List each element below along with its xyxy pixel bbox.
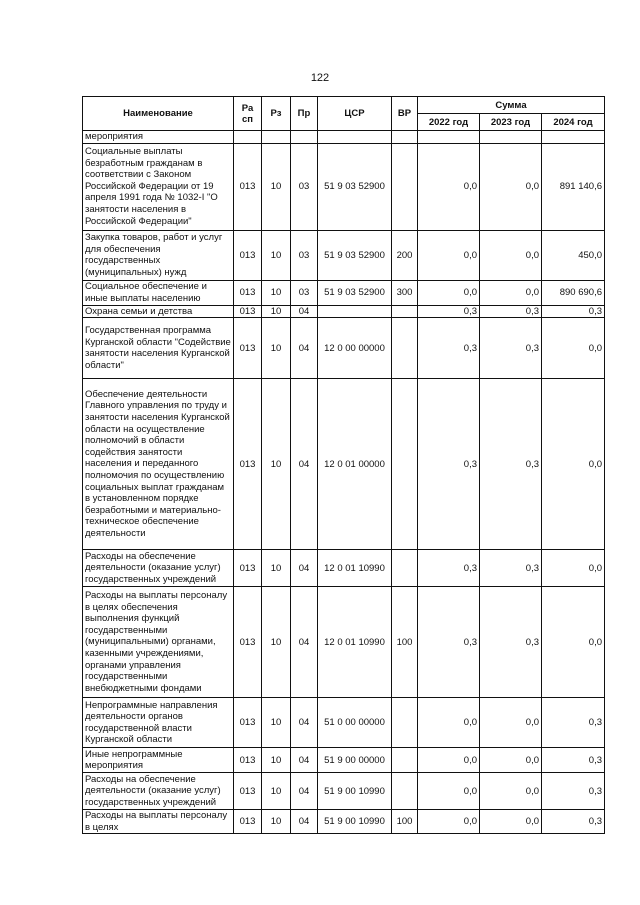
cell-y2023: 0,0 <box>480 810 542 834</box>
header-year-2022: 2022 год <box>418 114 480 131</box>
cell-y2023: 0,3 <box>480 318 542 379</box>
cell-vr <box>392 550 418 587</box>
cell-vr <box>392 318 418 379</box>
cell-rz: 10 <box>262 305 291 318</box>
cell-pr <box>291 131 318 144</box>
header-year-2024: 2024 год <box>542 114 605 131</box>
cell-vr: 100 <box>392 810 418 834</box>
cell-csr: 51 0 00 00000 <box>318 698 392 748</box>
cell-y2022: 0,3 <box>418 587 480 698</box>
cell-vr <box>392 131 418 144</box>
cell-csr: 12 0 01 10990 <box>318 550 392 587</box>
cell-vr <box>392 305 418 318</box>
cell-pr: 03 <box>291 230 318 280</box>
cell-rasp: 013 <box>234 143 262 230</box>
cell-y2023: 0,0 <box>480 143 542 230</box>
cell-y2022: 0,3 <box>418 379 480 550</box>
cell-rasp: 013 <box>234 748 262 773</box>
cell-csr: 12 0 01 10990 <box>318 587 392 698</box>
cell-name: Охрана семьи и детства <box>83 305 234 318</box>
header-csr: ЦСР <box>318 97 392 131</box>
cell-y2024 <box>542 131 605 144</box>
table-header <box>83 97 605 131</box>
cell-rasp: 013 <box>234 698 262 748</box>
cell-y2022: 0,0 <box>418 773 480 810</box>
header-rz: Рз <box>262 97 291 131</box>
cell-pr: 03 <box>291 143 318 230</box>
cell-y2024: 0,0 <box>542 550 605 587</box>
cell-name: Социальное обеспечение и иные выплаты населению <box>83 280 234 305</box>
cell-y2024: 890 690,6 <box>542 280 605 305</box>
cell-csr: 51 9 03 52900 <box>318 143 392 230</box>
cell-y2024: 0,3 <box>542 748 605 773</box>
cell-name: Иные непрограммные мероприятия <box>83 748 234 773</box>
cell-y2024: 0,0 <box>542 379 605 550</box>
cell-y2022: 0,0 <box>418 230 480 280</box>
cell-y2024: 0,3 <box>542 810 605 834</box>
cell-y2024: 0,0 <box>542 318 605 379</box>
cell-rz: 10 <box>262 550 291 587</box>
cell-pr: 04 <box>291 318 318 379</box>
cell-rasp: 013 <box>234 305 262 318</box>
cell-vr: 300 <box>392 280 418 305</box>
table-row <box>83 230 605 280</box>
cell-rz: 10 <box>262 773 291 810</box>
cell-y2024: 0,3 <box>542 305 605 318</box>
cell-csr: 51 9 03 52900 <box>318 280 392 305</box>
cell-rasp: 013 <box>234 550 262 587</box>
cell-name: Расходы на выплаты персоналу в целях обеспечения выполнения функций государственными (муниципальными) органами, казенными учреждениями, органами управления государственными внебюджетными фондами <box>83 587 234 698</box>
cell-vr <box>392 143 418 230</box>
cell-y2024: 891 140,6 <box>542 143 605 230</box>
cell-pr: 04 <box>291 748 318 773</box>
cell-rasp: 013 <box>234 379 262 550</box>
cell-y2022 <box>418 131 480 144</box>
cell-rz: 10 <box>262 280 291 305</box>
cell-y2024: 450,0 <box>542 230 605 280</box>
cell-rz <box>262 131 291 144</box>
cell-y2022: 0,0 <box>418 698 480 748</box>
cell-csr: 51 9 00 10990 <box>318 810 392 834</box>
cell-rz: 10 <box>262 379 291 550</box>
table-row <box>83 698 605 748</box>
table-body <box>83 131 605 834</box>
header-rasp <box>234 97 262 131</box>
cell-csr: 51 9 00 00000 <box>318 748 392 773</box>
cell-y2022: 0,3 <box>418 305 480 318</box>
table-row <box>83 131 605 144</box>
cell-name: Непрограммные направления деятельности органов государственной власти Курганской области <box>83 698 234 748</box>
cell-pr: 04 <box>291 773 318 810</box>
table-row <box>83 773 605 810</box>
cell-y2022: 0,0 <box>418 143 480 230</box>
cell-rz: 10 <box>262 587 291 698</box>
cell-y2022: 0,0 <box>418 280 480 305</box>
cell-rz: 10 <box>262 143 291 230</box>
cell-y2023: 0,0 <box>480 230 542 280</box>
budget-table <box>82 96 605 834</box>
cell-y2022: 0,3 <box>418 550 480 587</box>
cell-vr <box>392 748 418 773</box>
cell-y2023: 0,3 <box>480 305 542 318</box>
cell-name: Расходы на выплаты персоналу в целях <box>83 810 234 834</box>
cell-rasp: 013 <box>234 587 262 698</box>
header-sum: Сумма <box>418 97 605 114</box>
cell-rasp: 013 <box>234 773 262 810</box>
table-row <box>83 379 605 550</box>
cell-pr: 04 <box>291 305 318 318</box>
cell-csr: 51 9 00 10990 <box>318 773 392 810</box>
header-rasp-line2: сп <box>241 113 254 125</box>
header-rasp-line1: Ра <box>241 102 254 114</box>
cell-y2023: 0,0 <box>480 773 542 810</box>
cell-name: Закупка товаров, работ и услуг для обеспечения государственных (муниципальных) нужд <box>83 230 234 280</box>
cell-csr: 51 9 03 52900 <box>318 230 392 280</box>
header-year-2023: 2023 год <box>480 114 542 131</box>
cell-rz: 10 <box>262 748 291 773</box>
cell-rasp: 013 <box>234 810 262 834</box>
header-pr: Пр <box>291 97 318 131</box>
cell-csr <box>318 131 392 144</box>
cell-y2023: 0,0 <box>480 748 542 773</box>
cell-name: Расходы на обеспечение деятельности (оказание услуг) государственных учреждений <box>83 550 234 587</box>
cell-name: Расходы на обеспечение деятельности (оказание услуг) государственных учреждений <box>83 773 234 810</box>
cell-name: Социальные выплаты безработным гражданам в соответствии с Законом Российской Федерации от 19 апреля 1991 года № 1032-I "О занятости населения в Российской Федерации" <box>83 143 234 230</box>
page-number: 122 <box>310 72 330 84</box>
cell-pr: 04 <box>291 379 318 550</box>
cell-rz: 10 <box>262 698 291 748</box>
table-row <box>83 318 605 379</box>
table-row <box>83 587 605 698</box>
cell-pr: 03 <box>291 280 318 305</box>
header-vr: ВР <box>392 97 418 131</box>
cell-vr <box>392 773 418 810</box>
cell-y2022: 0,0 <box>418 748 480 773</box>
cell-pr: 04 <box>291 698 318 748</box>
cell-rasp: 013 <box>234 318 262 379</box>
cell-rasp: 013 <box>234 280 262 305</box>
cell-pr: 04 <box>291 810 318 834</box>
cell-y2023: 0,3 <box>480 379 542 550</box>
header-name: Наименование <box>83 97 234 131</box>
cell-y2023 <box>480 131 542 144</box>
cell-pr: 04 <box>291 550 318 587</box>
cell-rz: 10 <box>262 318 291 379</box>
cell-csr: 12 0 00 00000 <box>318 318 392 379</box>
cell-rz: 10 <box>262 810 291 834</box>
cell-pr: 04 <box>291 587 318 698</box>
cell-name: Государственная программа Курганской области "Содействие занятости населения Курганской области" <box>83 318 234 379</box>
cell-y2023: 0,0 <box>480 280 542 305</box>
cell-y2024: 0,3 <box>542 698 605 748</box>
cell-y2022: 0,3 <box>418 318 480 379</box>
table-row <box>83 550 605 587</box>
cell-rasp: 013 <box>234 230 262 280</box>
table-row <box>83 810 605 834</box>
cell-vr <box>392 698 418 748</box>
cell-vr: 200 <box>392 230 418 280</box>
table-row <box>83 143 605 230</box>
cell-y2024: 0,3 <box>542 773 605 810</box>
table-row <box>83 748 605 773</box>
cell-y2022: 0,0 <box>418 810 480 834</box>
cell-rasp <box>234 131 262 144</box>
table-row <box>83 280 605 305</box>
cell-csr <box>318 305 392 318</box>
cell-name: мероприятия <box>83 131 234 144</box>
cell-y2023: 0,3 <box>480 550 542 587</box>
cell-vr: 100 <box>392 587 418 698</box>
cell-rz: 10 <box>262 230 291 280</box>
cell-y2024: 0,0 <box>542 587 605 698</box>
cell-vr <box>392 379 418 550</box>
cell-name: Обеспечение деятельности Главного управления по труду и занятости населения Курганской области на осуществление полномочий в области содействия занятости населения и переданного полномочия по осуществлению социальных выплат гражданам в установленном порядке безработными и материально-техническое обеспечение деятельности <box>83 379 234 550</box>
cell-y2023: 0,3 <box>480 587 542 698</box>
cell-csr: 12 0 01 00000 <box>318 379 392 550</box>
cell-y2023: 0,0 <box>480 698 542 748</box>
table-row <box>83 305 605 318</box>
